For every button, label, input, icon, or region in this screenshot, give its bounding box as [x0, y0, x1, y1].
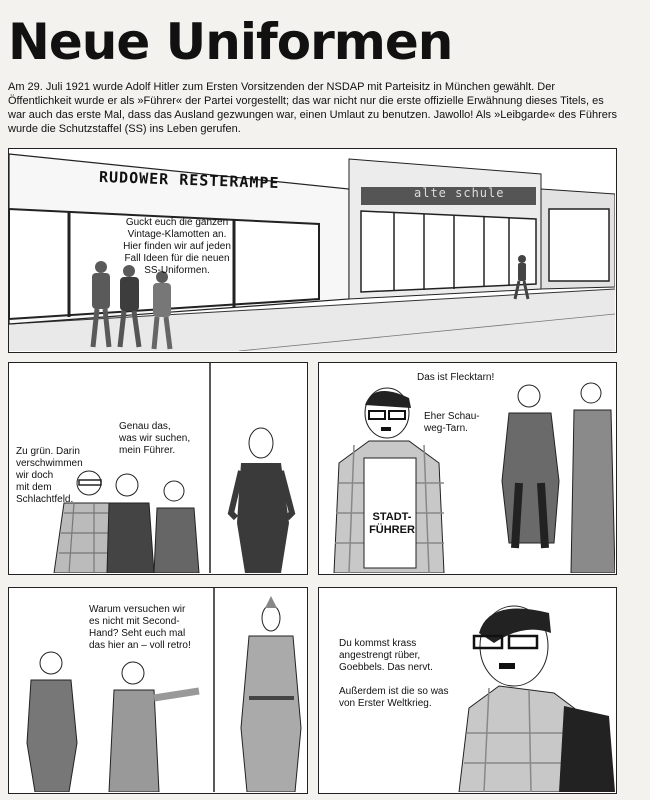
panel-3-stadtfuehrer — [318, 362, 617, 575]
speech-bubble-schauweg: Eher Schau- weg-Tarn. — [424, 411, 480, 434]
store-sign-rudower: RUDOWER RESTERAMPE — [98, 167, 280, 193]
speech-bubble-genau: Genau das, was wir suchen, mein Führer. — [119, 421, 191, 456]
stadtfuehrer-illustration — [319, 363, 615, 573]
store-sign-alte-schule: alte schule — [414, 186, 505, 200]
panel-1-storefront — [8, 148, 617, 353]
speech-bubble-secondhand: Warum versuchen wir es nicht mit Second- Hand? Seht euch mal das hier an – voll retro! — [89, 604, 191, 651]
speech-bubble-zu-gruen: Zu grün. Darin verschwimmen wir doch mit dem Schlachtfeld. — [16, 446, 83, 505]
speech-bubble-goebbels: Du kommst krass angestrengt rüber, Goebbels. Das nervt. Außerdem ist die so was von Erster Weltkrieg. — [339, 638, 449, 709]
panel-4-secondhand — [8, 587, 308, 794]
intro-text: Am 29. Juli 1921 wurde Adolf Hitler zum Ersten Vorsitzenden der NSDAP mit Parteisitz in München gewählt. Der Öffentlichkeit wurde er als »Führer« der Partei vorgestellt; das war nicht nur die erste offizielle Erwähnung dieses Titels, es war auch das erste Mal, dass das Ausland gezwungen war, einen Umlaut zu benutzen. Jawollo! Als »Leibgarde« des Führers wurde die Schutzstaffel (SS) ins Leben gerufen. — [8, 81, 618, 135]
speech-bubble-vintage: Guckt euch die ganzen Vintage-Klamotten an. Hier finden wir auf jeden Fall Ideen für die neuen SS-Uniformen. — [123, 217, 231, 276]
speech-bubble-flecktarn: Das ist Flecktarn! — [417, 372, 495, 383]
shirt-print: STADT- FÜHRER — [369, 511, 415, 536]
panel-5-goebbels — [318, 587, 617, 794]
panel-2-group — [8, 362, 308, 575]
page-title: Neue Uniformen — [8, 13, 453, 71]
